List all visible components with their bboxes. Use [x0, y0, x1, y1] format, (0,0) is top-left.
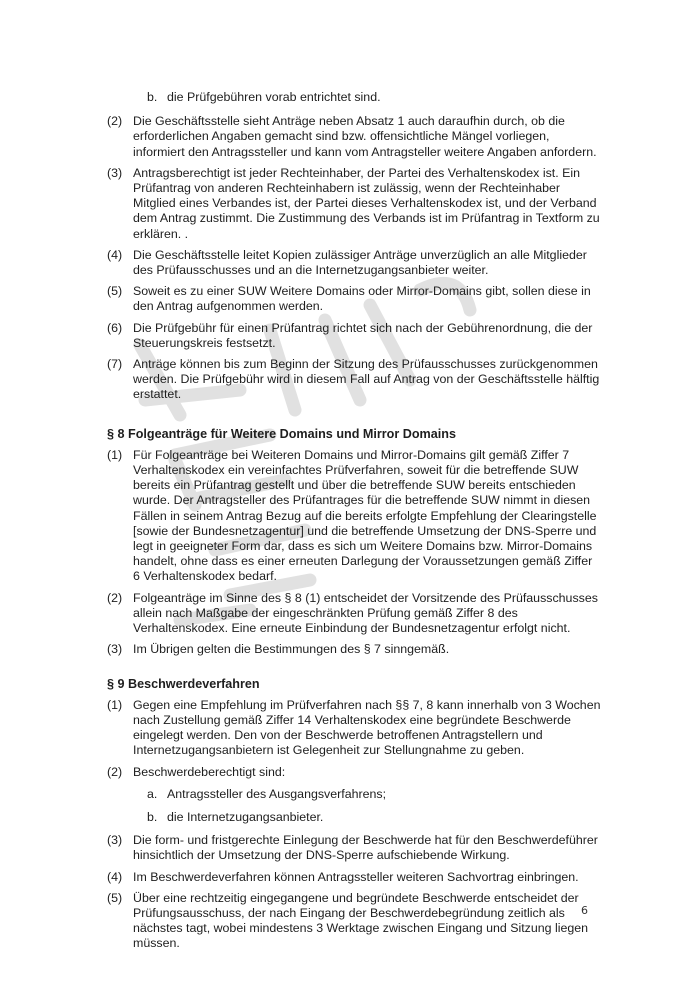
item-number: (4) — [107, 247, 123, 262]
item-text: Im Beschwerdeverfahren können Antragssteller weiteren Sachvortrag einbringen. — [133, 869, 579, 884]
item-text: Folgeanträge im Sinne des § 8 (1) entscheidet der Vorsitzende des Prüfausschusses allein nach Maßgabe der eingeschränkten Prüfung gemäß Ziffer 8 des Verhaltenskodex. Eine erneute Einbindung der Bundesnetzagentur erfolgt nicht. — [133, 590, 598, 636]
section-9-heading: § 9 Beschwerdeverfahren — [107, 676, 260, 691]
item-number: (5) — [107, 890, 123, 905]
item-number: (3) — [107, 642, 123, 657]
item-number: (1) — [107, 697, 123, 712]
section-item — [107, 591, 602, 637]
item-number: (2) — [107, 764, 123, 779]
item-number: (7) — [107, 357, 123, 372]
item-text: Die Geschäftsstelle leitet Kopien zulässiger Anträge unverzüglich an alle Mitglieder des Prüfausschusses und an die Internetzugangsanbieter weiter. — [133, 247, 587, 278]
list-letter: b. — [147, 90, 158, 104]
page-number: 6 — [581, 904, 588, 917]
section-item — [107, 891, 602, 952]
section-8-items — [107, 448, 602, 658]
section-item — [107, 448, 602, 585]
list-text: die Internetzugangsanbieter. — [167, 809, 324, 824]
section-item — [107, 114, 602, 160]
list-item — [147, 810, 602, 825]
section-item — [107, 765, 602, 780]
section-item — [107, 284, 602, 314]
document-body — [107, 90, 602, 958]
item-number: (1) — [107, 447, 123, 462]
item-text: Anträge können bis zum Beginn der Sitzung des Prüfausschusses zurückgenommen werden. Die Prüfgebühr wird in diesem Fall auf Antrag von der Geschäftsstelle hälftig erstattet. — [133, 357, 600, 402]
item-text: Für Folgeanträge bei Weiteren Domains und Mirror-Domains gilt gemäß Ziffer 7 Verhaltenskodex ein vereinfachtes Prüfverfahren, soweit für die betreffende SUW bereits ein Prüfantrag gestellt und über die betreffende SUW bereits entschieden wurde. Der Antragsteller des Prüfantrages für die betreffende SUW nimmt in diesen Fällen in seinem Antrag Bezug auf die bereits erfolgte Empfehlung der Clearingstelle [sowie der Bundesnetzagentur] und die betreffende Umsetzung der DNS-Sperre und legt in geeigneter Form dar, dass es sich um Weitere Domains bzw. Mirror-Domains handelt, ohne dass es einer erneuten Darlegung der Voraussetzungen gemäß Ziffer 6 Verhaltenskodex bedarf. — [133, 447, 597, 584]
section-9-items — [107, 698, 602, 952]
list-item — [147, 90, 602, 105]
item-number: (2) — [107, 114, 123, 129]
item-text: Die Prüfgebühr für einen Prüfantrag richtet sich nach der Gebührenordnung, die der Steuerungskreis festsetzt. — [133, 320, 593, 350]
section-7-items — [107, 114, 602, 402]
section-item — [107, 321, 602, 351]
section-item — [107, 357, 602, 403]
item-text: Soweit es zu einer SUW Weitere Domains oder Mirror-Domains gibt, sollen diese in den Antrag aufgenommen werden. — [133, 284, 591, 314]
item-number: (3) — [107, 165, 123, 180]
item-text: Antragsberechtigt ist jeder Rechteinhaber, der Partei des Verhaltenskodex ist. Ein Prüfantrag von anderen Rechteinhabern ist zulässig, wenn der Rechteinhaber Mitglied eines Verbandes ist, der Partei dieses Verhaltenskodex ist, und der Verband dem Antrag zustimmt. Die Zustimmung des Verbands ist im Prüfantrag in Textform zu erklären. . — [133, 165, 600, 241]
list-letter: a. — [147, 786, 158, 801]
section-item — [107, 833, 602, 863]
item-number: (4) — [107, 869, 123, 884]
section-item — [107, 166, 602, 242]
item-number: (3) — [107, 833, 123, 848]
section-8-heading: § 8 Folgeanträge für Weitere Domains und Mirror Domains — [107, 426, 456, 441]
item-number: (2) — [107, 590, 123, 605]
item-text: Die Geschäftsstelle sieht Anträge neben Absatz 1 auch daraufhin durch, ob die erforderlichen Angaben gemacht sind bzw. offensichtliche Mängel vorliegen, informiert den Antragssteller und kann vom Antragsteller weitere Angaben anfordern. — [133, 114, 597, 159]
item-text: Über eine rechtzeitig eingegangene und begründete Beschwerde entscheidet der Prüfungsausschuss, der nach Eingang der Beschwerdebegründung zeitlich als nächstes tagt, wobei mindestens 3 Werktage zwischen Eingang und Sitzung liegen müssen. — [133, 890, 589, 951]
list-text: die Prüfgebühren vorab entrichtet sind. — [167, 90, 381, 104]
item-number: (5) — [107, 284, 123, 299]
item-text: Gegen eine Empfehlung im Prüfverfahren nach §§ 7, 8 kann innerhalb von 3 Wochen nach Zustellung gemäß Ziffer 14 Verhaltenskodex eine begründete Beschwerde eingelegt werden. Den von der Beschwerde betroffenen Antragstellern und Internetzugangsanbietern ist Gelegenheit zur Stellungnahme zu geben. — [133, 697, 601, 758]
list-item — [147, 787, 602, 802]
item-number: (6) — [107, 320, 123, 335]
section-item — [107, 642, 602, 657]
item-text: Im Übrigen gelten die Bestimmungen des § 7 sinngemäß. — [133, 642, 450, 657]
section-item — [107, 870, 602, 885]
section-item — [107, 698, 602, 759]
list-letter: b. — [147, 809, 158, 824]
section-item — [107, 248, 602, 278]
item-text: Beschwerdeberechtigt sind: — [133, 764, 286, 779]
item-text: Die form- und fristgerechte Einlegung der Beschwerde hat für den Beschwerdeführer hinsichtlich der Umsetzung der DNS-Sperre aufschiebende Wirkung. — [133, 833, 598, 863]
list-text: Antragssteller des Ausgangsverfahrens; — [167, 786, 387, 801]
